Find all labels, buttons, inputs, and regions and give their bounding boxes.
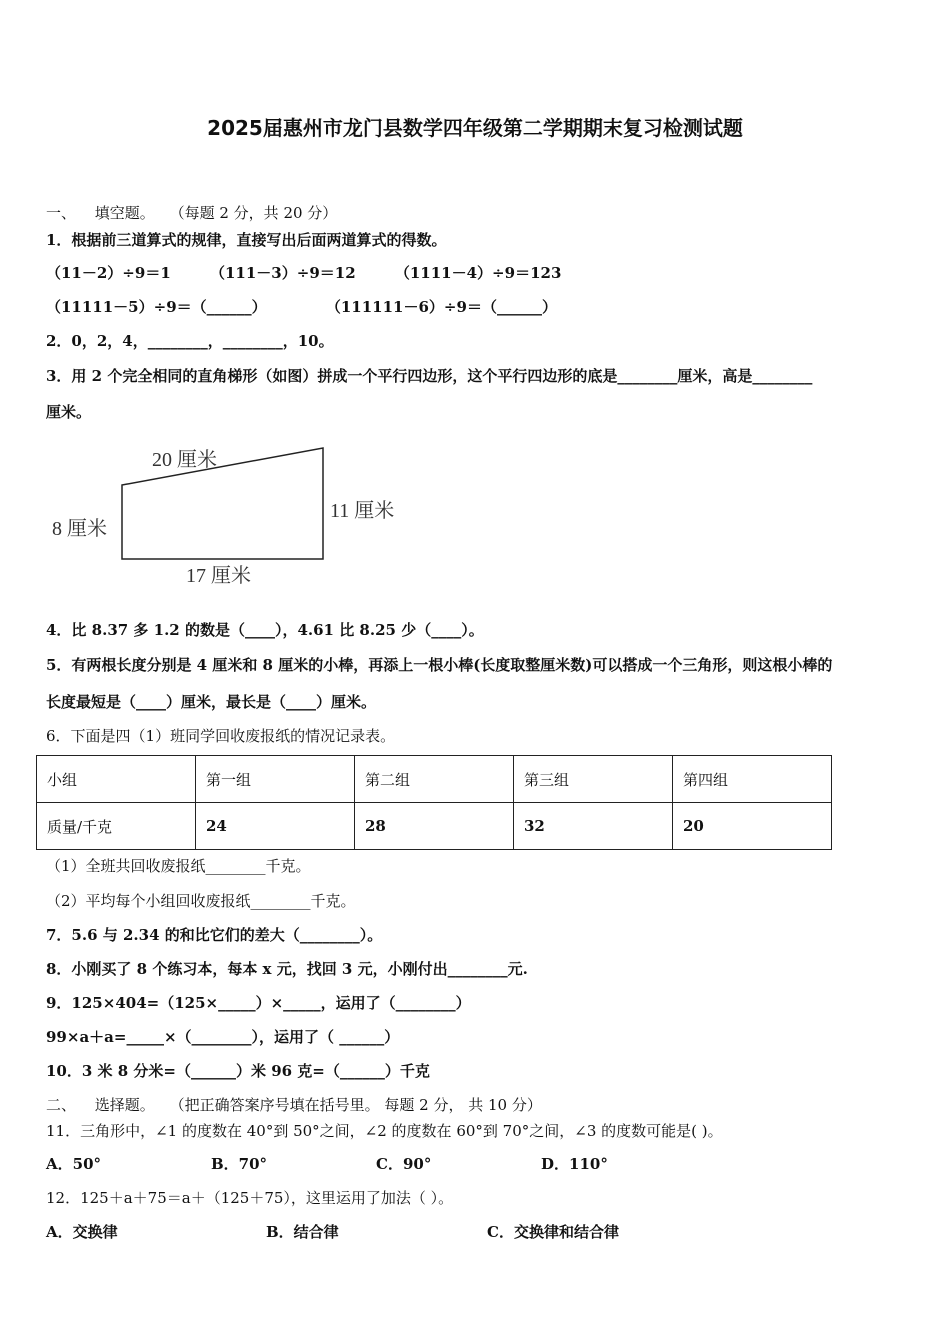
table-row: [37, 756, 832, 803]
q6-stem: 6．下面是四（1）班同学回收废报纸的情况记录表。: [46, 727, 396, 745]
table-cell: 第三组: [513, 756, 672, 803]
label-left: 8 厘米: [52, 518, 107, 540]
option-c: C．交换律和结合律: [487, 1223, 619, 1241]
option-c: C．90°: [376, 1155, 432, 1173]
q1-row1: （11－2）÷9＝1 （111－3）÷9＝12 （1111－4）÷9＝123: [46, 264, 562, 282]
trapezoid-figure: [40, 435, 420, 590]
q6-sub2: （2）平均每个小组回收废报纸________千克。: [46, 892, 356, 910]
record-table: [36, 755, 832, 850]
q5-line2: 长度最短是（____）厘米，最长是（____）厘米。: [46, 693, 377, 711]
q11-stem: 11．三角形中，∠1 的度数在 40°到 50°之间，∠2 的度数在 60°到 70°之间，∠3 的度数可能是( )。: [46, 1122, 723, 1140]
table-cell: 24: [195, 803, 354, 850]
option-a: A．50°: [46, 1155, 102, 1173]
q1-row2: （11111－5）÷9＝（______） （111111－6）÷9＝（______）: [46, 298, 557, 316]
table-cell: 32: [513, 803, 672, 850]
q11-options: [46, 1153, 608, 1174]
table-cell: 小组: [37, 756, 196, 803]
option-a: A．交换律: [46, 1223, 118, 1241]
table-cell: 第二组: [354, 756, 513, 803]
table-cell: 20: [672, 803, 831, 850]
table-cell: 第四组: [672, 756, 831, 803]
q2: 2．0，2，4，________，________，10。: [46, 332, 334, 350]
table-cell: 28: [354, 803, 513, 850]
table-row: [37, 803, 832, 850]
q9-line1: 9．125×404=（125×_____）×_____，运用了（________）: [46, 994, 471, 1012]
label-top: 20 厘米: [152, 449, 217, 471]
table-cell: 第一组: [195, 756, 354, 803]
q12-options: [46, 1221, 619, 1242]
q4: 4．比 8.37 多 1.2 的数是（____），4.61 比 8.25 少（____）。: [46, 621, 484, 639]
option-b: B．70°: [211, 1155, 268, 1173]
table-cell: 质量/千克: [37, 803, 196, 850]
section-2-heading: 二、 选择题。 （把正确答案序号填在括号里。 每题 2 分， 共 10 分）: [46, 1096, 542, 1114]
section-1-heading: 一、 填空题。 （每题 2 分，共 20 分）: [46, 204, 338, 222]
option-d: D．110°: [541, 1155, 608, 1173]
q12-stem: 12．125＋a＋75＝a＋（125＋75），这里运用了加法（ ）。: [46, 1189, 454, 1207]
q8: 8．小刚买了 8 个练习本，每本 x 元，找回 3 元，小刚付出________元.: [46, 960, 528, 978]
page-title: 2025届惠州市龙门县数学四年级第二学期期末复习检测试题: [207, 116, 743, 140]
q6-sub1: （1）全班共回收废报纸________千克。: [46, 857, 311, 875]
q5-line1: 5．有两根长度分别是 4 厘米和 8 厘米的小棒，再添上一根小棒(长度取整厘米数)可以搭成一个三角形，则这根小棒的: [46, 656, 833, 674]
q10: 10．3 米 8 分米=（______）米 96 克=（______）千克: [46, 1062, 430, 1080]
q1-stem: 1．根据前三道算式的规律，直接写出后面两道算式的得数。: [46, 231, 447, 249]
label-right: 11 厘米: [330, 500, 395, 522]
label-bottom: 17 厘米: [186, 565, 251, 587]
option-b: B．结合律: [266, 1223, 339, 1241]
q3-line1: 3．用 2 个完全相同的直角梯形（如图）拼成一个平行四边形，这个平行四边形的底是________厘米，高是________: [46, 367, 813, 385]
q7: 7．5.6 与 2.34 的和比它们的差大（________）。: [46, 926, 383, 944]
q9-line2: 99×a＋a=_____×（________），运用了（ ______）: [46, 1028, 400, 1046]
q3-line2: 厘米。: [46, 403, 92, 421]
